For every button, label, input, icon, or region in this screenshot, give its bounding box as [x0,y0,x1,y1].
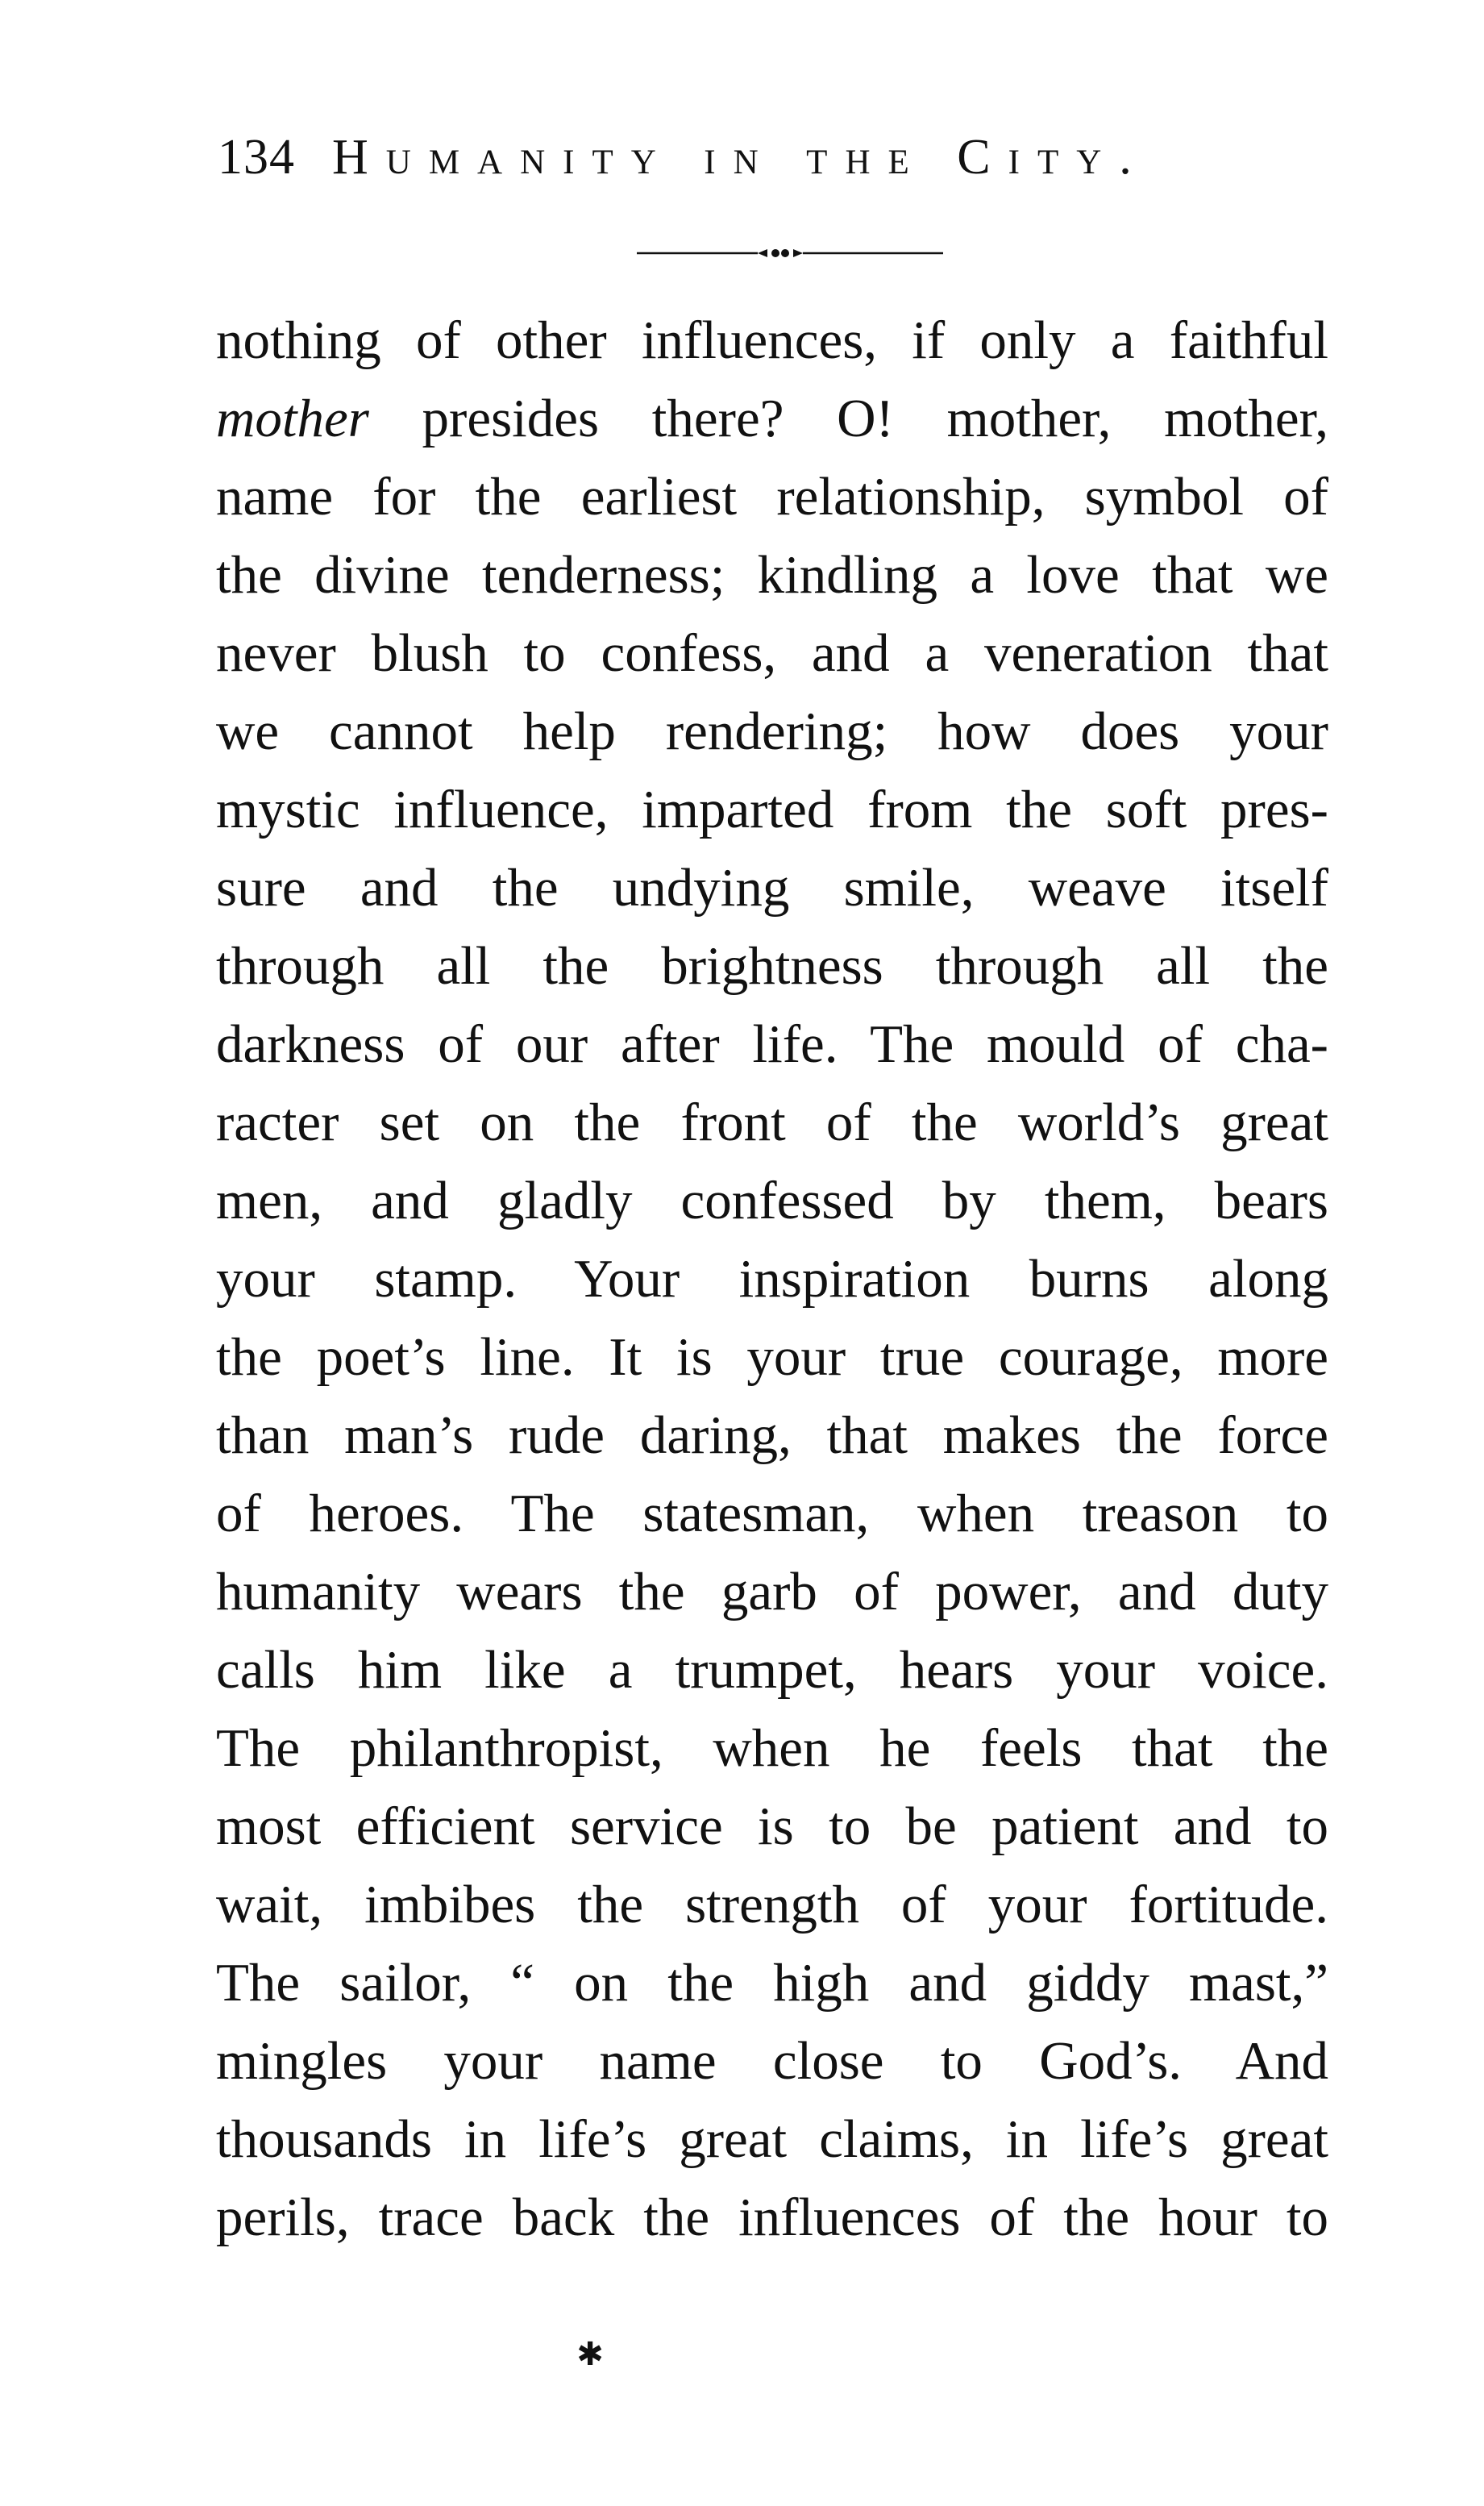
text-line: nothing of other influences, if only a faithful [216,310,1328,370]
text-line: wait, imbibes the strength of your fortitude. [216,1875,1328,1934]
text-line: name for the earliest relationship, symbol of [216,467,1328,527]
text-line: men, and gladly confessed by them, bears [216,1171,1328,1230]
italic-word: mother [216,389,369,448]
running-title: Humanity in the City. [332,130,1149,185]
text-line: your stamp. Your inspiration burns along [216,1249,1328,1309]
text-line: mystic influence, imparted from the soft pres- [216,780,1328,839]
text-line: calls him like a trumpet, hears your voice. [216,1640,1328,1700]
page-number: 134 [218,130,295,185]
text-line: never blush to confess, and a veneration that [216,623,1328,683]
text-line: thousands in life’s great claims, in life’s great [216,2109,1328,2169]
signature-mark: ✱ [576,2336,604,2373]
text-line: than man’s rude daring, that makes the force [216,1405,1328,1465]
text-line: sure and the undying smile, weave itself [216,858,1328,918]
text-line [216,380,1328,458]
text-line: the poet’s line. It is your true courage, more [216,1327,1328,1387]
running-head [218,129,1314,202]
text-line: mingles your name close to God’s. And [216,2031,1328,2091]
text-line: The philanthropist, when he feels that the [216,1718,1328,1778]
text-line: humanity wears the garb of power, and duty [216,1562,1328,1621]
line-rest: presides there? O! mother, mother, [368,389,1328,448]
text-line: racter set on the front of the world’s great [216,1093,1328,1152]
text-line: we cannot help rendering; how does your [216,701,1328,761]
body-text [216,302,1328,2257]
text-line: of heroes. The statesman, when treason to [216,1484,1328,1543]
text-line: darkness of our after life. The mould of cha- [216,1014,1328,1074]
text-line: The sailor, “ on the high and giddy mast,” [216,1953,1328,2013]
text-line: through all the brightness through all the [216,936,1328,996]
text-line: the divine tenderness; kindling a love that we [216,545,1328,605]
text-line: perils, trace back the influences of the hour to [216,2188,1328,2247]
rule-ornament-icon [637,247,943,260]
text-line: most efficient service is to be patient and to [216,1796,1328,1856]
